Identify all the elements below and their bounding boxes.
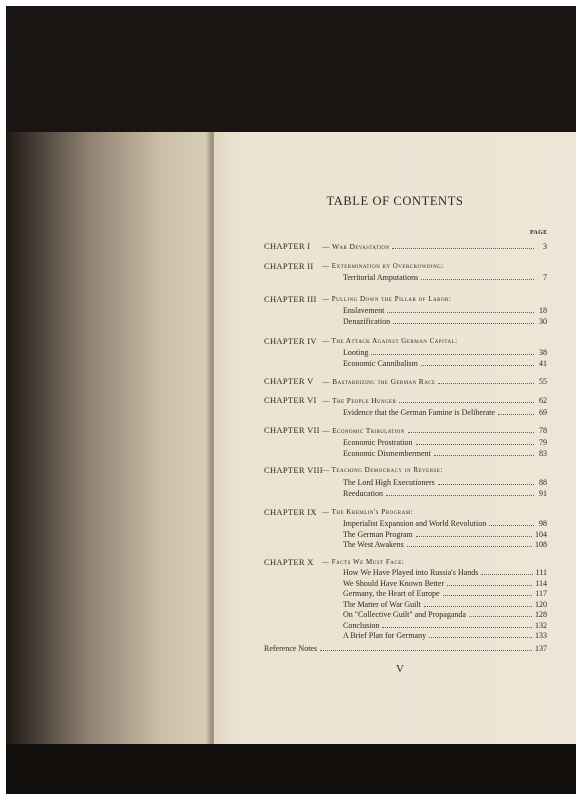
dot-leader xyxy=(438,383,534,384)
page-folio: V xyxy=(396,663,405,675)
section-entry-title: The Matter of War Guilt xyxy=(343,599,421,609)
chapter-heading-title: — The People Hunger xyxy=(322,396,397,405)
dot-leader xyxy=(498,414,534,415)
section-entry-title: The Lord High Executioners xyxy=(343,478,435,487)
dot-leader xyxy=(429,637,532,638)
dot-leader xyxy=(382,627,532,628)
section-entry-title: Imperialist Expansion and World Revolution xyxy=(343,519,487,528)
dot-leader xyxy=(320,650,532,651)
reference-notes-row xyxy=(264,643,547,654)
reference-notes-page-number: 137 xyxy=(535,644,547,653)
dot-leader xyxy=(371,354,534,355)
dot-leader xyxy=(447,585,532,586)
dot-leader xyxy=(443,595,533,596)
section-entry-page-number: 83 xyxy=(539,448,547,458)
dot-leader xyxy=(481,574,532,575)
section-entry-title: How We Have Played into Russia's Hands xyxy=(343,568,479,577)
chapter-heading-page-number: 62 xyxy=(539,396,547,405)
page-title: TABLE OF CONTENTS xyxy=(326,194,464,208)
section-entry-title: Reeducation xyxy=(343,488,383,498)
chapter-heading: — Teaching Democracy in Reverse: xyxy=(322,466,443,474)
chapter-heading: — The Attack Against German Capital: xyxy=(322,337,458,345)
section-entry-page-number: 104 xyxy=(535,529,547,539)
section-entry-page-number: 69 xyxy=(539,408,547,417)
dot-leader xyxy=(424,606,532,607)
section-entry-row xyxy=(343,599,547,610)
section-entry-title: Territorial Amputations xyxy=(343,273,419,282)
chapter-label: CHAPTER V xyxy=(264,376,314,386)
section-entry-page-number: 91 xyxy=(539,488,547,498)
chapter-heading-page-number: 3 xyxy=(543,242,547,251)
section-entry-row xyxy=(343,358,547,369)
chapter-heading: — Pulling Down the Pillar of Labor: xyxy=(322,295,452,303)
section-entry-row xyxy=(343,488,547,499)
chapter-heading-page-number: 78 xyxy=(539,426,547,435)
section-entry-page-number: 111 xyxy=(535,568,547,577)
section-entry-title: Looting xyxy=(343,348,369,357)
section-entry-page-number: 30 xyxy=(539,316,547,326)
section-entry-title: A Brief Plan for Germany xyxy=(343,631,427,640)
dot-leader xyxy=(434,455,534,456)
section-entry-title: Denazification xyxy=(343,316,391,326)
chapter-label: CHAPTER VII xyxy=(264,425,320,435)
section-entry-page-number: 38 xyxy=(539,348,547,357)
section-entry-title: Economic Dismemberment xyxy=(343,448,431,458)
section-entry-page-number: 41 xyxy=(539,358,547,368)
dot-leader xyxy=(392,248,534,249)
section-entry-title: Conclusion xyxy=(343,620,380,630)
section-entry-row xyxy=(343,316,547,327)
section-entry-row xyxy=(343,305,547,316)
chapter-heading-row xyxy=(322,425,547,436)
section-entry-page-number: 132 xyxy=(535,620,547,630)
dot-leader xyxy=(408,432,534,433)
dot-leader xyxy=(489,525,534,526)
section-entry-row xyxy=(343,448,547,459)
section-entry-row xyxy=(343,272,547,283)
dot-leader xyxy=(399,402,534,403)
section-entry-row xyxy=(343,407,547,418)
chapter-heading-page-number: 55 xyxy=(539,377,547,386)
section-entry-page-number: 133 xyxy=(535,631,547,640)
section-entry-row xyxy=(343,529,547,540)
chapter-heading-title: — War Devastation xyxy=(322,242,390,251)
section-entry-row xyxy=(343,539,547,550)
chapter-label: CHAPTER VI xyxy=(264,395,317,405)
chapter-heading-row xyxy=(322,241,547,252)
section-entry-row xyxy=(343,609,547,620)
chapter-label: CHAPTER III xyxy=(264,294,317,304)
reference-notes-title: Reference Notes xyxy=(264,644,318,653)
section-entry-row xyxy=(343,518,547,529)
section-entry-row xyxy=(343,630,547,641)
section-entry-page-number: 108 xyxy=(535,540,547,549)
dot-leader xyxy=(387,312,534,313)
chapter-label: CHAPTER II xyxy=(264,261,314,271)
section-entry-title: On "Collective Guilt" and Propaganda xyxy=(343,610,466,619)
chapter-label: CHAPTER VIII xyxy=(264,465,323,475)
section-entry-page-number: 7 xyxy=(543,273,547,282)
chapter-heading-row xyxy=(322,395,547,406)
section-entry-row xyxy=(343,588,547,599)
section-entry-title: The West Awakens xyxy=(343,540,404,549)
dot-leader xyxy=(469,616,532,617)
section-entry-page-number: 98 xyxy=(539,519,547,528)
section-entry-row xyxy=(343,437,547,448)
dot-leader xyxy=(393,323,534,324)
section-entry-page-number: 79 xyxy=(539,438,547,447)
section-entry-title: Economic Prostration xyxy=(343,438,413,447)
section-entry-page-number: 114 xyxy=(535,578,547,588)
dot-leader xyxy=(421,365,534,366)
page-column-header: PAGE xyxy=(530,230,548,236)
section-entry-row xyxy=(343,347,547,358)
section-entry-row xyxy=(343,578,547,589)
chapter-heading: — The Kremlin's Program: xyxy=(322,508,414,516)
chapter-heading-row xyxy=(322,376,547,387)
section-entry-page-number: 120 xyxy=(535,599,547,609)
chapter-heading-title: — Economic Tribulation xyxy=(322,426,405,435)
section-entry-page-number: 88 xyxy=(539,478,547,487)
section-entry-title: Evidence that the German Famine is Deliberate xyxy=(343,408,495,417)
dot-leader xyxy=(421,279,534,280)
section-entry-title: The German Program xyxy=(343,529,413,539)
section-entry-title: We Should Have Known Better xyxy=(343,578,445,588)
dot-leader xyxy=(416,536,532,537)
section-entry-row xyxy=(343,477,547,488)
dot-leader xyxy=(407,546,532,547)
dot-leader xyxy=(386,495,534,496)
section-entry-row xyxy=(343,620,547,631)
dot-leader xyxy=(416,444,534,445)
section-entry-row xyxy=(343,567,547,578)
section-entry-page-number: 128 xyxy=(535,610,547,619)
section-entry-page-number: 117 xyxy=(535,589,547,598)
chapter-label: CHAPTER IX xyxy=(264,507,317,517)
chapter-label: CHAPTER I xyxy=(264,241,311,251)
section-entry-title: Enslavement xyxy=(343,306,385,315)
chapter-heading: — Facts We Must Face: xyxy=(322,558,405,566)
chapter-heading: — Extermination by Overcrowding: xyxy=(322,262,444,270)
dot-leader xyxy=(438,484,534,485)
chapter-label: CHAPTER IV xyxy=(264,336,317,346)
section-entry-page-number: 18 xyxy=(539,306,547,315)
section-entry-title: Economic Cannibalism xyxy=(343,358,418,368)
chapter-label: CHAPTER X xyxy=(264,557,314,567)
chapter-heading-title: — Bastardizing the German Race xyxy=(322,377,436,386)
section-entry-title: Germany, the Heart of Europe xyxy=(343,589,440,598)
